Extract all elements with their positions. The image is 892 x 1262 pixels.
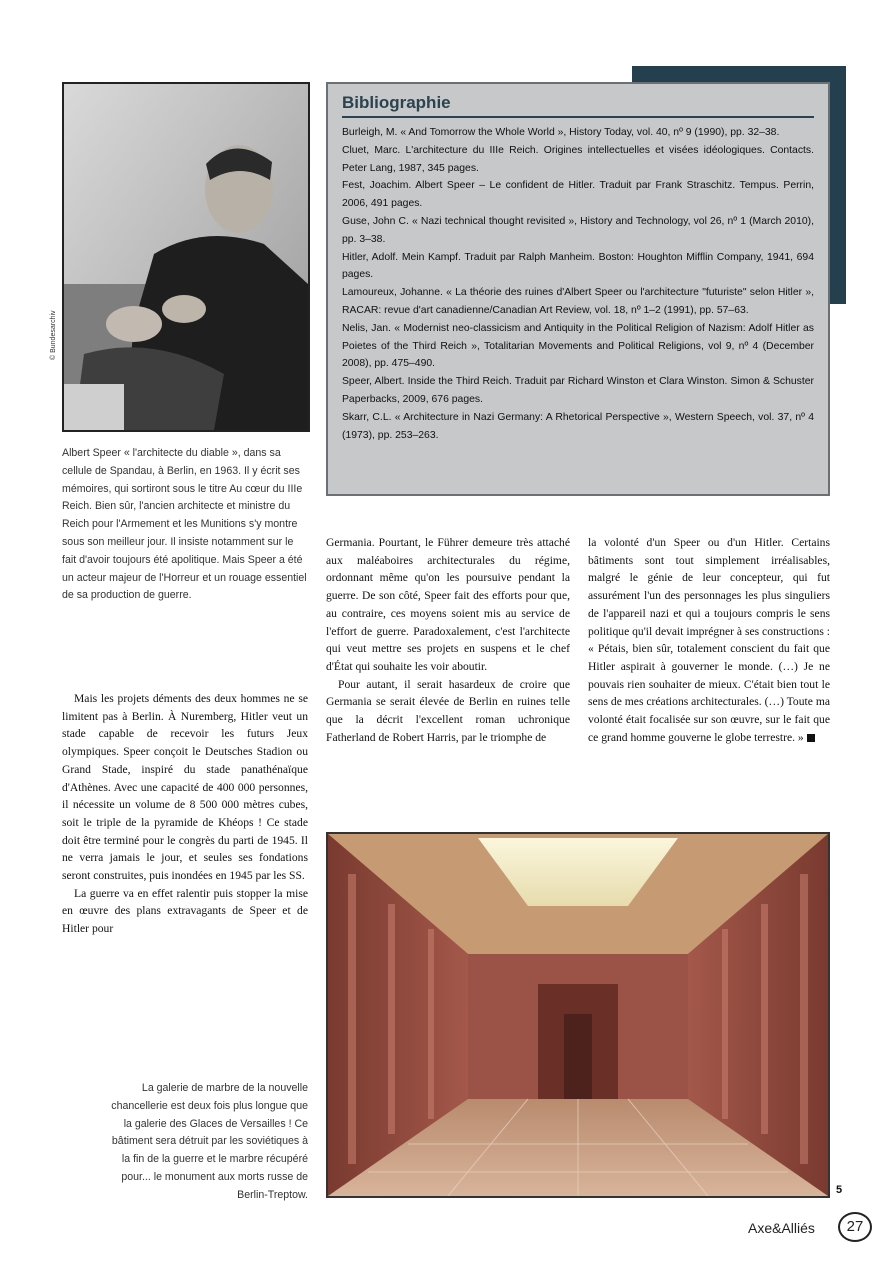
- bibliography-entry: Burleigh, M. « And Tomorrow the Whole World », History Today, vol. 40, nº 9 (1990), pp. 32–38.: [342, 127, 780, 138]
- bibliography-entry: Lamoureux, Johanne. « La théorie des ruines d'Albert Speer ou l'architecture "futuriste" selon Hitler », RACAR: revue d'art canadienne/Canadian Art Review, vol. 18, nº 1–2 (1991), pp. 57–63.: [342, 287, 814, 316]
- speer-portrait-photo: [62, 82, 310, 432]
- marble-gallery-photo: [326, 832, 830, 1198]
- bibliography-entry: Hitler, Adolf. Mein Kampf. Traduit par Ralph Manheim. Boston: Houghton Mifflin Company, 1941, 694 pages.: [342, 251, 814, 281]
- bibliography-entry: Guse, John C. « Nazi technical thought revisited », History and Technology, vol 26, nº 1 (March 2010), pp. 3–38.: [342, 215, 814, 245]
- photo-caption: Albert Speer « l'architecte du diable », dans sa cellule de Spandau, à Berlin, en 1963. Il y écrit ses mémoires, qui sortiront sous le titre Au cœur du IIIe Reich. Bien sûr, l'ancien architecte et ministre du Reich pour l'Armement et les Munitions s'y montre sous son meilleur jour. Il insiste notamment sur le fait d'avoir toujours été apolitique. Mais Speer a été un acteur majeur de l'Horreur et un rouage essentiel de sa production de guerre.: [62, 447, 307, 602]
- speer-portrait-image: [64, 84, 308, 430]
- bibliography-entry: Cluet, Marc. L'architecture du IIIe Reich. Origines intellectuelles et visées idéologiques. Contacts. Peter Lang, 1987, 345 pages.: [342, 144, 814, 174]
- article-column-right: [588, 534, 830, 746]
- page-number: 27: [838, 1212, 872, 1242]
- article-paragraph: [588, 534, 830, 746]
- image-number: 5: [836, 1184, 843, 1196]
- bibliography-entry: Skarr, C.L. « Architecture in Nazi Germany: A Rhetorical Perspective », Western Speech, vol. 37, nº 4 (1973), pp. 253–263.: [342, 411, 814, 441]
- article-paragraph: Pour autant, il serait hasardeux de croire que Germania se serait élevée de Berlin en ruines telle que la décrit l'excellent roman uchronique Fatherland de Robert Harris, par le triomphe de: [326, 677, 570, 744]
- gallery-caption: La galerie de marbre de la nouvelle chancellerie est deux fois plus longue que la galerie des Glaces de Versailles ! Ce bâtiment sera détruit par les soviétiques à la fin de la guerre et le marbre récupéré pour... le monument aux morts russe de Berlin-Treptow.: [111, 1082, 308, 1201]
- article-paragraph: Germania. Pourtant, le Führer demeure très attaché aux maléaboires architecturales du régime, ordonnant même qu'on les poursuive pendant la guerre. De son côté, Speer fait des efforts pour que, au contraire, ces moyens soient mis au service de l'effort de guerre. Paradoxalement, c'est l'architecte qui veut mettre ses projets en suspens et le chef d'État qui souhaite les voir aboutir.: [326, 536, 570, 673]
- bibliography-rule: [342, 116, 814, 118]
- magazine-brand: Axe&Alliés: [748, 1220, 815, 1236]
- bibliography-entry: Nelis, Jan. « Modernist neo-classicism and Antiquity in the Political Religion of Nazism: Adolf Hitler as Poietes of the Third Reich », Totalitarian Movements and Political Religions, vol 9, nº 4 (December 2008), pp. 475–490.: [342, 322, 814, 370]
- end-of-article-square-icon: [807, 734, 815, 742]
- bibliography-title: Bibliographie: [342, 93, 451, 112]
- article-paragraph: Mais les projets déments des deux hommes ne se limitent pas à Berlin. À Nuremberg, Hitler veut un stade capable de recevoir les futurs Jeux olympiques. Speer conçoit le Deutsches Stadion ou Grand Stade, inspiré du stade panathénaïque d'Athènes. Avec une capacité de 400 000 personnes, il nécessite un volume de 8 500 000 mètres cubes, soit le triple de la pyramide de Khéops ! Ce stade doit être terminé pour le congrès du parti de 1945. Il ne verra jamais le jour, et seules ses fondations seront construites, puis inondées en 1945 par les SS.: [62, 692, 308, 883]
- photo-credit: © Bundesarchiv: [50, 310, 57, 360]
- article-column-middle: [326, 534, 570, 746]
- bibliography-entry: Fest, Joachim. Albert Speer – Le confident de Hitler. Traduit par Frank Straschitz. Tempus. Perrin, 2006, 491 pages.: [342, 180, 814, 210]
- marble-gallery-image: [328, 834, 828, 1196]
- article-column-left: [62, 690, 308, 938]
- article-paragraph: La guerre va en effet ralentir puis stopper la mise en œuvre des plans extravagants de Speer et de Hitler pour: [62, 886, 308, 936]
- bibliography-entry: Speer, Albert. Inside the Third Reich. Traduit par Richard Winston et Clara Winston. Simon & Schuster Paperbacks, 2009, 676 pages.: [342, 376, 814, 405]
- article-paragraph-text: la volonté d'un Speer ou d'un Hitler. Certains bâtiments sont tout simplement irréalisables, malgré le génie de leur concepteur, qui fut assurément l'un des personnages les plus singuliers de l'appareil nazi et qui a toujours compris le sens politique qu'il devait imprégner à ses constructions : « Pétais, bien sûr, totalement conscient du fait que Hitler aspirait à gouverner le monde. (…) Je ne pouvais rien souhaiter de mieux. C'était bien tout le sens de mes créations architecturales. (…) Toute ma volonté était focalisée sur son œuvre, sur le fait que ce grand homme gouverne le globe terrestre. »: [588, 536, 830, 744]
- bibliography-box: [326, 82, 830, 496]
